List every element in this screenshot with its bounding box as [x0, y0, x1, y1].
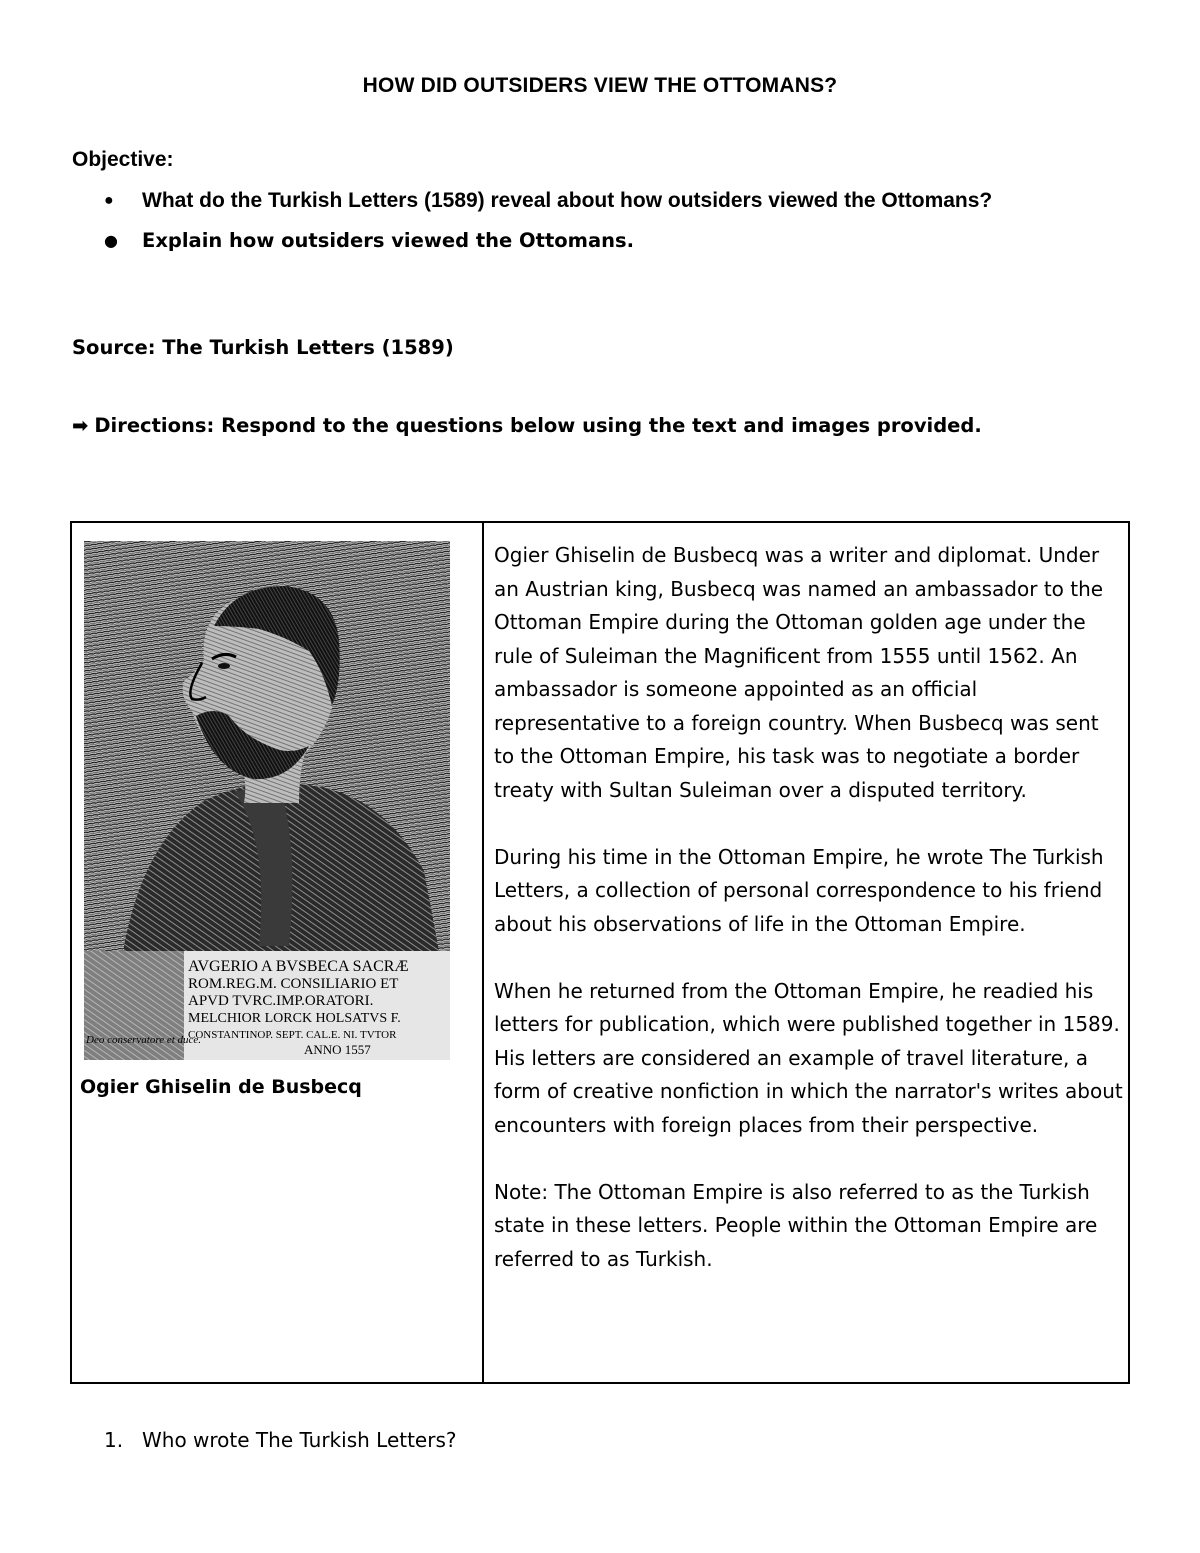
inscription-line: ROM.REG.M. CONSILIARIO ET — [188, 976, 399, 992]
inscription-line: CONSTANTINOP. SEPT. CAL.E. NI. TVTOR — [188, 1029, 397, 1041]
busbecq-portrait — [84, 541, 450, 1060]
inscription-line: MELCHIOR LORCK HOLSATVS F. — [188, 1011, 401, 1026]
inscription-line: ANNO 1557 — [304, 1042, 371, 1057]
description-text — [494, 539, 1124, 1276]
question-number: 1. — [104, 1428, 124, 1452]
directions-text: Directions: Respond to the questions below using the text and images provided. — [94, 414, 982, 437]
bullet-icon: ● — [104, 231, 118, 250]
objective-label: Objective: — [72, 148, 174, 171]
inscription-line: AVGERIO A BVSBECA SACRÆ — [188, 958, 409, 975]
question-item — [104, 1428, 457, 1452]
inscription-motto: Deo conservatore et duce. — [86, 1034, 202, 1046]
page-title: HOW DID OUTSIDERS VIEW THE OTTOMANS? — [362, 74, 838, 97]
paragraph: When he returned from the Ottoman Empire, he readied his letters for publication, which were published together in 1589. His letters are considered an example of travel literature, a form of creative nonfiction in which the narrator's writes about encounters with foreign places from their perspective. — [494, 978, 1123, 1137]
paragraph: During his time in the Ottoman Empire, he wrote The Turkish Letters, a collection of personal correspondence to his friend about his observations of life in the Ottoman Empire. — [494, 844, 1104, 936]
portrait-caption: Ogier Ghiselin de Busbecq — [80, 1076, 362, 1098]
objective-text: Explain how outsiders viewed the Ottomans. — [142, 229, 635, 252]
right-arrow-icon: ➡ — [72, 414, 89, 437]
table-divider — [482, 523, 484, 1382]
objectives-list — [104, 183, 1064, 263]
inscription-line: APVD TVRC.IMP.ORATORI. — [188, 993, 374, 1009]
objective-text: What do the Turkish Letters (1589) reveal about how outsiders viewed the Ottomans? — [142, 189, 993, 212]
objective-item — [104, 183, 1064, 219]
directions-line — [72, 414, 982, 437]
objective-item — [104, 223, 1064, 259]
content-table — [70, 521, 1130, 1384]
paragraph: Ogier Ghiselin de Busbecq was a writer and diplomat. Under an Austrian king, Busbecq was named an ambassador to the Ottoman Empire during the Ottoman golden age under the rule of Suleiman the Magnificent from 1555 until 1562. An ambassador is someone appointed as an official representative to a foreign country. When Busbecq was sent to the Ottoman Empire, his task was to negotiate a border treaty with Sultan Suleiman over a disputed territory. — [494, 543, 1104, 802]
question-text: Who wrote The Turkish Letters? — [142, 1428, 457, 1452]
paragraph: Note: The Ottoman Empire is also referred to as the Turkish state in these letters. People within the Ottoman Empire are referred to as Turkish. — [494, 1179, 1098, 1271]
source-line: Source: The Turkish Letters (1589) — [72, 336, 454, 359]
bullet-icon: ● — [104, 192, 114, 209]
